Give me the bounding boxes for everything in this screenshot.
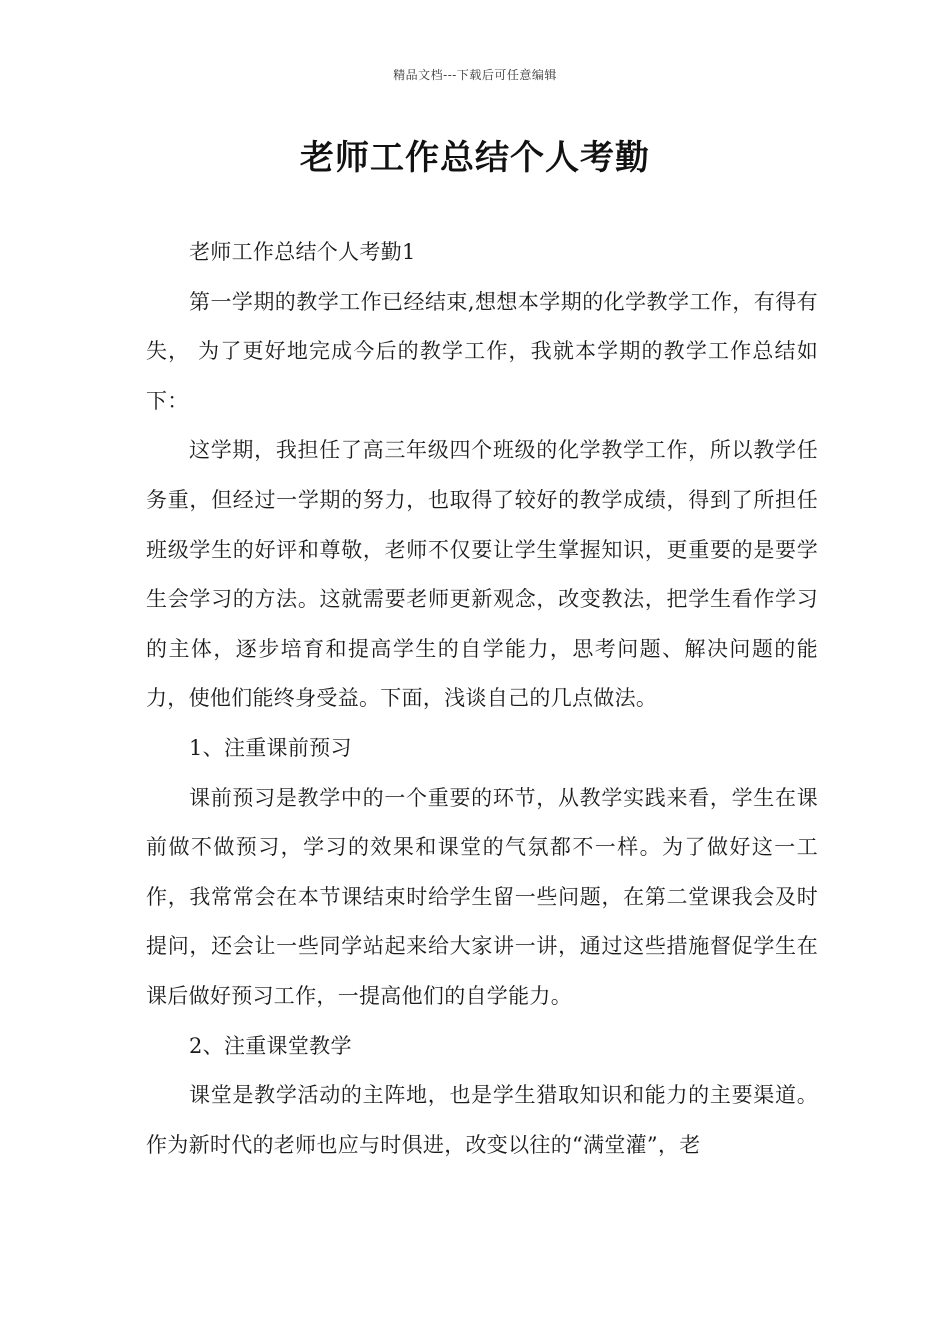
- paragraph-intro: 第一学期的教学工作已经结束,想想本学期的化学教学工作，有得有失， 为了更好地完成今后的教学工作，我就本学期的教学工作总结如下：: [146, 289, 818, 413]
- header-note: 精品文档---下载后可任意编辑: [393, 68, 557, 82]
- paragraph-classroom: 课堂是教学活动的主阵地，也是学生猎取知识和能力的主要渠道。作为新时代的老师也应与时俱进，改变以往的“满堂灌”，老: [146, 1083, 818, 1157]
- subheading-classroom: 2、注重课堂教学: [189, 1033, 352, 1058]
- paragraph-overview: 这学期，我担任了高三年级四个班级的化学教学工作，所以教学任务重，但经过一学期的努力，也取得了较好的教学成绩，得到了所担任班级学生的好评和尊敬，老师不仅要让学生掌握知识，更重要的是要学生会学习的方法。这就需要老师更新观念，改变教法，把学生看作学习的主体，逐步培育和提高学生的自学能力，思考问题、解决问题的能力，使他们能终身受益。下面，浅谈自己的几点做法。: [146, 438, 818, 711]
- page-title: 老师工作总结个人考勤: [300, 138, 650, 178]
- paragraph-preview: 课前预习是教学中的一个重要的环节，从教学实践来看，学生在课前做不做预习，学习的效果和课堂的气氛都不一样。为了做好这一工作，我常常会在本节课结束时给学生留一些问题，在第二堂课我会及时提问，还会让一些同学站起来给大家讲一讲，通过这些措施督促学生在课后做好预习工作，一提高他们的自学能力。: [146, 785, 818, 1008]
- section-heading-1: 老师工作总结个人考勤1: [189, 240, 416, 264]
- document-body: [146, 228, 818, 1170]
- subheading-preview: 1、注重课前预习: [189, 735, 352, 760]
